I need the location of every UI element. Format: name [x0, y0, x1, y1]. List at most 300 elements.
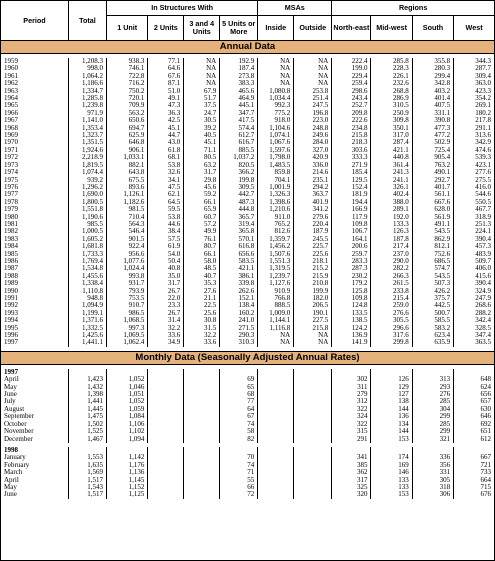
monthly-data-section — [1, 364, 494, 498]
total-cell: 1,819.5 — [68, 162, 106, 169]
one-unit-cell: 625.9 — [107, 132, 148, 139]
msa-inside-cell: 888.5 — [258, 302, 294, 309]
monthly-data-title: Monthly Data (Seasonally Adjusted Annual Rates) — [1, 351, 494, 364]
five-plus-units-cell: 71 — [220, 469, 258, 476]
unit34-header: 3 and 4 Units — [184, 16, 220, 41]
south-cell: 507.3 — [412, 280, 453, 287]
msa-inside-cell: 765.2 — [258, 221, 294, 228]
midwest-cell: 192.0 — [371, 214, 412, 221]
msa-inside-cell: 1,144.1 — [258, 317, 294, 324]
total-cell: 1,681.8 — [68, 243, 106, 250]
period-cell: June — [1, 491, 68, 498]
annual-data-section — [1, 41, 494, 347]
northeast-cell: 109.8 — [332, 295, 371, 302]
one-unit-cell: 753.5 — [107, 295, 148, 302]
south-cell: 623.4 — [412, 332, 453, 339]
msa-outside-cell: 327.0 — [294, 147, 332, 154]
two-units-cell: 61.9 — [148, 243, 184, 250]
northeast-cell: 152.4 — [332, 184, 371, 191]
three-four-units-cell: NA — [184, 65, 220, 72]
one-unit-cell: 893.6 — [107, 184, 148, 191]
west-cell: 180.2 — [475, 108, 491, 117]
five-plus-units-cell: 616.7 — [220, 139, 258, 146]
msa-outside-cell: 223.0 — [294, 117, 332, 124]
three-four-units-cell: 40.7 — [184, 273, 220, 280]
west-cell: 667 — [480, 453, 491, 462]
msa-outside-cell: 420.9 — [294, 154, 332, 161]
msa-inside-cell: NA — [258, 339, 294, 346]
total-cell: 1,800.5 — [68, 199, 106, 206]
midwest-cell: 261.5 — [371, 280, 412, 287]
msa-outside-cell: 215.8 — [294, 325, 332, 332]
msa-outside-cell: 220.4 — [294, 221, 332, 228]
three-four-units-cell: 65.9 — [184, 206, 220, 213]
midwest-cell: 317.0 — [371, 132, 412, 139]
two-units-cell: 53.8 — [148, 162, 184, 169]
total-cell: 1,094.9 — [68, 302, 106, 309]
west-cell: 415.6 — [475, 271, 491, 280]
south-cell: 331 — [412, 469, 453, 476]
south-cell: 293 — [412, 384, 453, 391]
period-cell: 1959 — [1, 58, 68, 65]
northeast-cell: 194.4 — [332, 199, 371, 206]
msa-inside-cell: 1,551.3 — [258, 258, 294, 265]
total-cell: 1,074.4 — [68, 169, 106, 176]
one-unit-cell: 981.5 — [107, 206, 148, 213]
south-cell: 375.7 — [412, 295, 453, 302]
south-cell: 812.1 — [412, 243, 453, 250]
total-cell: 1,635 — [68, 462, 106, 469]
two-units-cell: 50.4 — [148, 258, 184, 265]
one-unit-cell: 1,046 — [107, 384, 148, 391]
south-cell: 401.7 — [412, 184, 453, 191]
one-unit-cell: 938.3 — [107, 58, 148, 65]
one-unit-cell: 901.5 — [107, 236, 148, 243]
northeast-cell: 141.9 — [332, 339, 371, 346]
midwest-cell: 153 — [371, 491, 412, 498]
two-units-cell: 23.3 — [148, 302, 184, 309]
total-cell: 1,525 — [68, 428, 106, 435]
south-cell: 299 — [412, 413, 453, 420]
total-cell: 1,334.7 — [68, 88, 106, 95]
period-cell: 1962 — [1, 80, 68, 87]
one-unit-cell: 1,052 — [107, 376, 148, 383]
south-cell: 306 — [412, 491, 453, 498]
five-plus-units-cell: 55 — [220, 477, 258, 484]
period-cell: 1975 — [1, 177, 68, 184]
one-unit-cell: 793.9 — [107, 288, 148, 295]
five-plus-units-cell: 574.4 — [220, 125, 258, 132]
msa-outside-cell: 245.5 — [294, 236, 332, 243]
five-plus-units-cell: 366.2 — [220, 169, 258, 176]
west-cell: 217.8 — [475, 116, 491, 125]
msa-inside-cell: NA — [258, 73, 294, 80]
midwest-cell: 276.6 — [371, 310, 412, 317]
midwest-cell: 440.8 — [371, 154, 412, 161]
msa-inside-cell: 1,239.7 — [258, 273, 294, 280]
period-cell: 1984 — [1, 243, 68, 250]
five-plus-units-cell: 444.8 — [220, 206, 258, 213]
period-cell: 1971 — [1, 147, 68, 154]
northeast-cell: 179.2 — [332, 280, 371, 287]
msa-inside-cell: 1,359.7 — [258, 236, 294, 243]
midwest-cell: 133 — [371, 477, 412, 484]
year-label: 1998 — [1, 447, 68, 454]
south-cell: 336 — [412, 454, 453, 461]
west-cell: 646 — [480, 412, 491, 421]
northeast-cell: 302 — [332, 376, 371, 383]
five-plus-units-cell: 187.4 — [220, 65, 258, 72]
three-four-units-cell: 37.5 — [184, 102, 220, 109]
msa-outside-cell: 199.9 — [294, 288, 332, 295]
five-plus-units-cell: 465.6 — [220, 88, 258, 95]
midwest-cell: 388.0 — [371, 199, 412, 206]
period-cell: October — [1, 421, 68, 428]
midwest-cell: 146 — [371, 469, 412, 476]
west-cell: 288.2 — [475, 308, 491, 317]
northeast-cell: 298.6 — [332, 88, 371, 95]
total-cell: 1,064.2 — [68, 73, 106, 80]
south-cell: 574.7 — [412, 265, 453, 272]
two-units-cell: 36.3 — [148, 110, 184, 117]
period-cell: December — [1, 436, 68, 443]
total-cell: 1,208.3 — [68, 58, 106, 65]
west-cell: 721 — [480, 460, 491, 469]
south-cell: 403.2 — [412, 88, 453, 95]
total-cell: 1,517 — [68, 491, 106, 498]
five-plus-units-cell: 77 — [220, 398, 258, 405]
south-cell: 686.5 — [412, 258, 453, 265]
msa-inside-cell: 1,456.2 — [258, 243, 294, 250]
one-unit-cell: 746.1 — [107, 65, 148, 72]
total-cell: 1,441.1 — [68, 339, 106, 346]
one-unit-cell: 1,069.5 — [107, 332, 148, 339]
northeast-cell: 181.9 — [332, 191, 371, 198]
five-plus-units-cell: 310.3 — [220, 339, 258, 346]
msa-inside-cell: 1,104.6 — [258, 125, 294, 132]
south-cell: 276 — [412, 391, 453, 398]
msa-inside-cell: 1,009.0 — [258, 310, 294, 317]
three-four-units-cell: 22.5 — [184, 302, 220, 309]
period-cell: 1980 — [1, 214, 68, 221]
one-unit-cell: 1,094 — [107, 436, 148, 443]
one-unit-cell: 993.8 — [107, 273, 148, 280]
regions-header: Regions — [332, 1, 494, 16]
northeast-cell: 322 — [332, 406, 371, 413]
five-plus-units-cell: 58 — [220, 428, 258, 435]
west-cell: 342.4 — [475, 316, 491, 325]
west-header: West — [454, 16, 494, 41]
west-cell: 624 — [480, 382, 491, 391]
three-four-units-cell: 31.7 — [184, 169, 220, 176]
northeast-cell: 259.7 — [332, 251, 371, 258]
total-cell: 1,733.3 — [68, 251, 106, 258]
midwest-cell: 233.8 — [371, 288, 412, 295]
total-cell: 1,141.0 — [68, 117, 106, 124]
period-cell: 1961 — [1, 73, 68, 80]
west-cell: 423.1 — [475, 160, 491, 169]
one-unit-cell: 1,051 — [107, 391, 148, 398]
south-cell: 725.4 — [412, 147, 453, 154]
period-cell: 1970 — [1, 139, 68, 146]
midwest-cell: 169 — [371, 462, 412, 469]
five-plus-units-cell: 347.7 — [220, 110, 258, 117]
midwest-cell: 126 — [371, 376, 412, 383]
northeast-cell: 303.6 — [332, 147, 371, 154]
period-cell: 1973 — [1, 162, 68, 169]
period-cell: 1960 — [1, 65, 68, 72]
total-cell: 1,296.2 — [68, 184, 106, 191]
south-cell: 583.2 — [412, 325, 453, 332]
two-units-cell: 77.1 — [148, 58, 184, 65]
one-unit-cell: 1,052 — [107, 398, 148, 405]
south-cell: 407.5 — [412, 102, 453, 109]
one-unit-cell: 997.3 — [107, 325, 148, 332]
south-cell: 490.1 — [412, 169, 453, 176]
one-unit-cell: 1,145 — [107, 477, 148, 484]
midwest-header: Mid-west — [371, 16, 412, 41]
northeast-cell: 283.3 — [332, 258, 371, 265]
one-unit-cell: 910.7 — [107, 302, 148, 309]
one-unit-cell: 1,126.1 — [107, 191, 148, 198]
unit2-header: 2 Units — [148, 16, 184, 41]
west-cell: 291.1 — [475, 123, 491, 132]
two-units-cell: 51.0 — [148, 88, 184, 95]
three-four-units-cell: 31.5 — [184, 325, 220, 332]
west-cell: 416.0 — [475, 182, 491, 191]
south-cell: 905.4 — [412, 154, 453, 161]
west-cell: 656 — [480, 390, 491, 399]
south-cell: 299 — [412, 428, 453, 435]
one-unit-cell: 564.3 — [107, 221, 148, 228]
three-four-units-cell: 45.1 — [184, 139, 220, 146]
total-cell: 1,543 — [68, 484, 106, 491]
northeast-cell: 291 — [332, 436, 371, 443]
msa-outside-cell: 251.4 — [294, 95, 332, 102]
period-cell: 1990 — [1, 288, 68, 295]
one-unit-cell: 882.1 — [107, 162, 148, 169]
two-units-cell: 67.6 — [148, 73, 184, 80]
msa-outside-cell: NA — [294, 80, 332, 87]
northeast-cell: 222.6 — [332, 117, 371, 124]
two-units-cell: 35.0 — [148, 273, 184, 280]
west-cell: 539.3 — [475, 153, 491, 162]
three-four-units-cell: 45.6 — [184, 184, 220, 191]
midwest-cell: 290.0 — [371, 258, 412, 265]
south-cell: 313 — [412, 376, 453, 383]
msa-inside-cell: 911.0 — [258, 214, 294, 221]
total-cell: 1,323.7 — [68, 132, 106, 139]
three-four-units-cell: 59.2 — [184, 191, 220, 198]
msa-inside-cell: 910.9 — [258, 288, 294, 295]
msa-outside-cell: 187.9 — [294, 228, 332, 235]
three-four-units-cell: 49.9 — [184, 228, 220, 235]
three-four-units-cell: 80.5 — [184, 154, 220, 161]
total-cell: 1,110.8 — [68, 288, 106, 295]
two-units-cell: 43.0 — [148, 139, 184, 146]
three-four-units-cell: 30.5 — [184, 117, 220, 124]
five-plus-units-cell: 199.8 — [220, 177, 258, 184]
northeast-cell: 125.8 — [332, 288, 371, 295]
period-cell: 1995 — [1, 325, 68, 332]
one-unit-cell: 1,142 — [107, 454, 148, 461]
south-cell: 561.1 — [412, 191, 453, 198]
msa-outside-cell: 225.7 — [294, 243, 332, 250]
five-plus-units-cell: 487.3 — [220, 199, 258, 206]
midwest-cell: 126.3 — [371, 228, 412, 235]
msa-outside-cell: 196.8 — [294, 110, 332, 117]
midwest-cell: 268.8 — [371, 88, 412, 95]
msa-inside-cell: 1,319.5 — [258, 265, 294, 272]
total-cell: 2,218.9 — [68, 154, 106, 161]
one-unit-cell: 563.2 — [107, 110, 148, 117]
total-cell: 1,475 — [68, 413, 106, 420]
period-cell: May — [1, 484, 68, 491]
northeast-cell: 166.9 — [332, 206, 371, 213]
msa-outside-cell: 215.2 — [294, 265, 332, 272]
one-unit-cell: 709.9 — [107, 102, 148, 109]
period-cell: 1991 — [1, 295, 68, 302]
period-cell: 1976 — [1, 184, 68, 191]
period-cell: May — [1, 384, 68, 391]
total-cell: 1,239.8 — [68, 102, 106, 109]
midwest-cell: 266.3 — [371, 273, 412, 280]
northeast-cell: 320 — [332, 491, 371, 498]
three-four-units-cell: 30.8 — [184, 317, 220, 324]
five-plus-units-cell: 421.1 — [220, 265, 258, 272]
midwest-cell: 241.3 — [371, 169, 412, 176]
south-cell: 299.4 — [412, 73, 453, 80]
northeast-cell: 222.4 — [332, 58, 371, 65]
midwest-cell: 421.1 — [371, 147, 412, 154]
msa-inside-cell: NA — [258, 65, 294, 72]
total-cell: 1,924.6 — [68, 147, 106, 154]
west-cell: 328.5 — [475, 323, 491, 332]
five-plus-units-cell: 152.1 — [220, 295, 258, 302]
midwest-cell: 144 — [371, 406, 412, 413]
west-cell: 268.6 — [475, 301, 491, 310]
period-cell: 1983 — [1, 236, 68, 243]
south-cell: 500.7 — [412, 310, 453, 317]
period-cell: November — [1, 428, 68, 435]
five-plus-units-cell: 383.3 — [220, 80, 258, 87]
five-plus-units-cell: 82 — [220, 436, 258, 443]
one-unit-cell: 1,102 — [107, 428, 148, 435]
midwest-cell: 217.4 — [371, 243, 412, 250]
south-cell: 318 — [412, 484, 453, 491]
three-four-units-cell: 67.9 — [184, 88, 220, 95]
five-plus-units-cell: 262.6 — [220, 288, 258, 295]
midwest-cell: 326.1 — [371, 184, 412, 191]
msa-inside-cell: NA — [258, 332, 294, 339]
two-units-cell: 26.7 — [148, 310, 184, 317]
south-header: South — [412, 16, 453, 41]
one-unit-cell: 1,152 — [107, 484, 148, 491]
south-cell: 390.8 — [412, 117, 453, 124]
northeast-cell: 129.5 — [332, 177, 371, 184]
two-units-cell: 54.0 — [148, 251, 184, 258]
monthly-data-title-section — [1, 347, 494, 365]
period-cell: 1994 — [1, 317, 68, 324]
northeast-cell: 311 — [332, 384, 371, 391]
west-cell: 347.4 — [475, 331, 491, 340]
south-cell: 285 — [412, 421, 453, 428]
west-cell: 692 — [480, 419, 491, 428]
period-cell: 1993 — [1, 310, 68, 317]
table-row — [1, 491, 494, 498]
west-cell: 406.0 — [475, 264, 491, 273]
five-plus-units-cell: 309.5 — [220, 184, 258, 191]
west-cell: 277.6 — [475, 168, 491, 177]
msa-outside-cell: 363.7 — [294, 191, 332, 198]
midwest-cell: 144 — [371, 428, 412, 435]
northeast-cell: 252.7 — [332, 102, 371, 109]
msas-header: MSAs — [258, 1, 332, 16]
period-cell: June — [1, 391, 68, 398]
northeast-cell: 117.9 — [332, 214, 371, 221]
period-cell: July — [1, 398, 68, 405]
south-cell: 426.2 — [412, 288, 453, 295]
south-cell: 667.6 — [412, 199, 453, 206]
msa-inside-cell: 1,326.3 — [258, 191, 294, 198]
two-units-cell: 59.5 — [148, 206, 184, 213]
period-cell: 1997 — [1, 339, 68, 346]
five-plus-units-cell: 616.8 — [220, 243, 258, 250]
west-cell: 309.4 — [475, 71, 491, 80]
one-unit-cell: 722.8 — [107, 73, 148, 80]
south-cell: 285 — [412, 398, 453, 405]
three-four-units-cell: 57.2 — [184, 221, 220, 228]
two-units-cell: 49.1 — [148, 95, 184, 102]
period-cell: January — [1, 454, 68, 461]
south-cell: 401.4 — [412, 95, 453, 102]
msa-outside-cell: 190.1 — [294, 310, 332, 317]
northeast-cell: 164.1 — [332, 236, 371, 243]
south-cell: 321 — [412, 436, 453, 443]
msa-outside-cell: 401.9 — [294, 199, 332, 206]
period-cell: 1974 — [1, 169, 68, 176]
period-header: Period — [1, 1, 68, 41]
housing-units-table — [1, 1, 494, 499]
msa-outside-cell: 215.9 — [294, 273, 332, 280]
one-unit-cell: 956.6 — [107, 251, 148, 258]
south-cell: 477.3 — [412, 125, 453, 132]
west-cell: 664 — [480, 475, 491, 484]
table-row — [1, 436, 494, 443]
three-four-units-cell: 66.1 — [184, 251, 220, 258]
period-cell: 1986 — [1, 258, 68, 265]
two-units-cell: 62.1 — [148, 191, 184, 198]
midwest-cell: 153 — [371, 436, 412, 443]
msa-inside-cell: 1,507.6 — [258, 251, 294, 258]
two-units-cell: 32.2 — [148, 325, 184, 332]
five-plus-units-cell: 69 — [220, 376, 258, 383]
south-cell: 763.2 — [412, 162, 453, 169]
midwest-cell: 361.4 — [371, 162, 412, 169]
one-unit-cell: 650.6 — [107, 117, 148, 124]
two-units-cell: 31.4 — [148, 317, 184, 324]
total-cell: 1,338.4 — [68, 280, 106, 287]
total-cell: 1,199.1 — [68, 310, 106, 317]
midwest-cell: 317.6 — [371, 332, 412, 339]
total-cell: 1,425.6 — [68, 332, 106, 339]
northeast-cell: 185.4 — [332, 169, 371, 176]
northeast-cell: 136.9 — [332, 332, 371, 339]
south-cell: 862.9 — [412, 236, 453, 243]
msa-outside-cell: NA — [294, 73, 332, 80]
midwest-cell: 226.1 — [371, 73, 412, 80]
west-cell: 483.9 — [475, 249, 491, 258]
